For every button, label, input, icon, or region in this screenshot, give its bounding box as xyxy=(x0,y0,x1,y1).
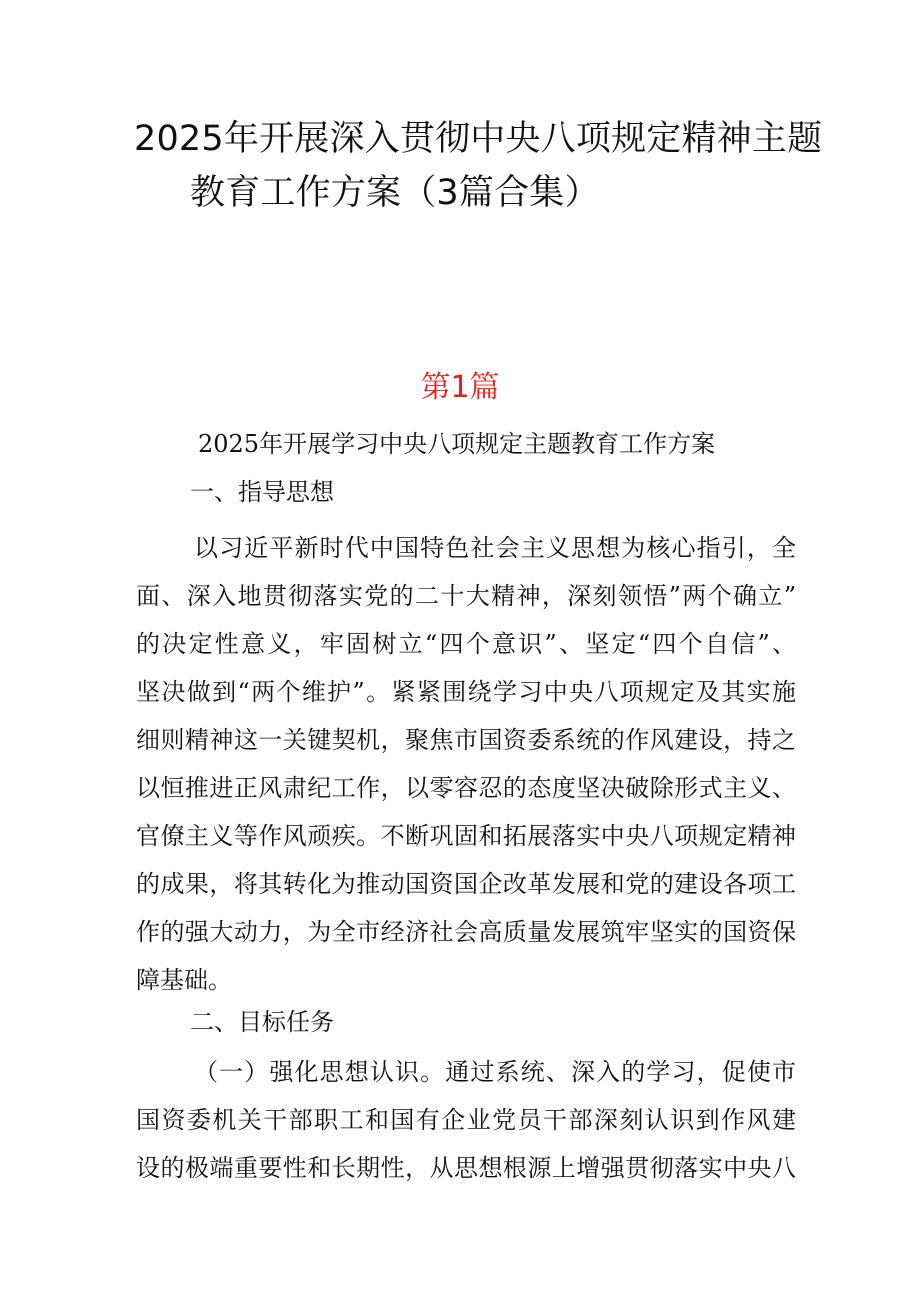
subtitle: 2025年开展学习中央八项规定主题教育工作方案 xyxy=(198,430,716,458)
paragraph-line: 以恒推进正风肃纪工作，以零容忍的态度坚决破除形式主义、 xyxy=(136,774,796,802)
section-heading-guiding-ideology: 一、指导思想 xyxy=(190,478,334,506)
paragraph-line: 作的强大动力，为全市经济社会高质量发展筑牢坚实的国资保 xyxy=(136,918,796,946)
paragraph-goals-tasks xyxy=(136,1048,796,1192)
document-title-line2: 教育工作方案（3篇合集） xyxy=(190,173,600,213)
part-heading: 第1篇 xyxy=(420,370,500,405)
paragraph-line: 坚决做到“两个维护”。紧紧围绕学习中央八项规定及其实施 xyxy=(136,678,796,706)
paragraph-guiding-ideology xyxy=(136,524,796,1004)
paragraph-line: 面、深入地贯彻落实党的二十大精神，深刻领悟”两个确立” xyxy=(136,582,796,610)
paragraph-line: 官僚主义等作风顽疾。不断巩固和拓展落实中央八项规定精神 xyxy=(136,822,796,850)
document-title xyxy=(134,112,823,220)
paragraph-line: 障基础。 xyxy=(136,966,232,994)
paragraph-line: 的决定性意义，牢固树立“四个意识”、坚定“四个自信”、 xyxy=(136,630,796,658)
paragraph-line: 设的极端重要性和长期性，从思想根源上增强贯彻落实中央八 xyxy=(136,1154,796,1182)
paragraph-line: 细则精神这一关键契机，聚焦市国资委系统的作风建设，持之 xyxy=(136,726,796,754)
paragraph-line: 国资委机关干部职工和国有企业党员干部深刻认识到作风建 xyxy=(136,1106,796,1134)
paragraph-line: 以习近平新时代中国特色社会主义思想为核心指引，全 xyxy=(194,534,796,562)
paragraph-line: （一）强化思想认识。通过系统、深入的学习，促使市 xyxy=(194,1058,796,1086)
paragraph-line: 的成果，将其转化为推动国资国企改革发展和党的建设各项工 xyxy=(136,870,796,898)
section-heading-goals-tasks: 二、目标任务 xyxy=(190,1008,334,1036)
document-title-line1: 2025年开展深入贯彻中央八项规定精神主题 xyxy=(134,119,823,159)
